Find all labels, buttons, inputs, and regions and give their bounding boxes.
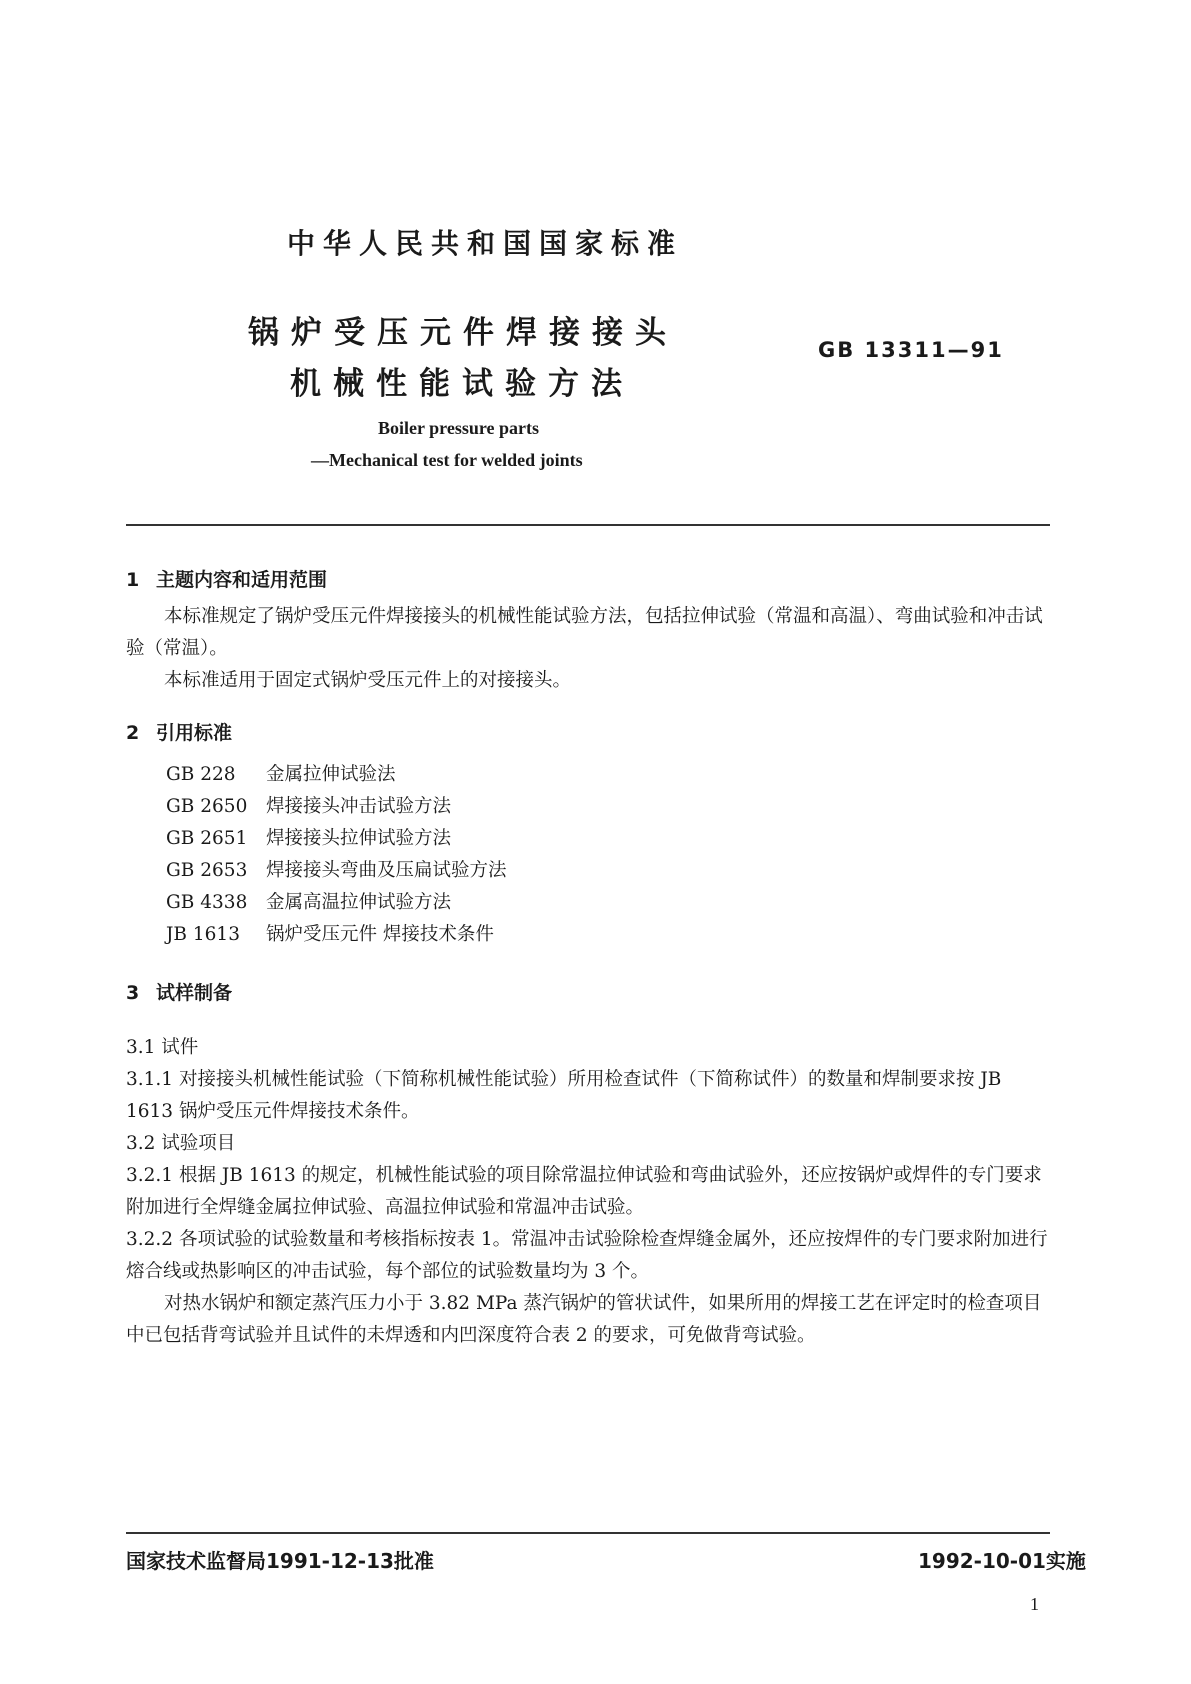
reference-title: 焊接接头冲击试验方法 [266, 796, 452, 817]
document-title-line-2: 机械性能试验方法 [290, 366, 634, 402]
national-standard-heading: 中华人民共和国国家标准 [287, 227, 684, 260]
clause-3-2-2-note: 对热水锅炉和额定蒸汽压力小于 3.82 MPa 蒸汽锅炉的管状试件，如果所用的焊接工艺在评定时的检查项目中已包括背弯试验并且试件的未焊透和内凹深度符合表 2 的要求，可免做背弯试验。 [126, 1293, 1042, 1346]
standard-number: GB 13311—91 [818, 338, 1004, 362]
reference-item [166, 760, 396, 786]
reference-code: GB 228 [166, 764, 236, 785]
approval-statement: 国家技术监督局1991-12-13批准 [126, 1549, 434, 1573]
section-2-title: 引用标准 [156, 722, 233, 744]
reference-title: 焊接接头弯曲及压扁试验方法 [266, 860, 507, 881]
effective-date: 1992-10-01实施 [918, 1549, 1086, 1573]
section-1-number: 1 [126, 569, 140, 591]
reference-item [166, 824, 451, 850]
section-2-number: 2 [126, 722, 140, 744]
reference-title: 金属高温拉伸试验方法 [266, 892, 452, 913]
section-1-title: 主题内容和适用范围 [156, 569, 328, 591]
reference-code: GB 2651 [166, 828, 248, 849]
clause-3-2-1: 3.2.1 根据 JB 1613 的规定，机械性能试验的项目除常温拉伸试验和弯曲试验外，还应按锅炉或焊件的专门要求附加进行全焊缝金属拉伸试验、高温拉伸试验和常温冲击试验。 [126, 1165, 1042, 1218]
top-divider [126, 524, 1050, 526]
reference-item [166, 920, 494, 946]
page-number: 1 [1030, 1594, 1039, 1614]
reference-title: 焊接接头拉伸试验方法 [266, 828, 452, 849]
section-1-para-1: 本标准规定了锅炉受压元件焊接接头的机械性能试验方法，包括拉伸试验（常温和高温）、弯曲试验和冲击试验（常温）。 [126, 606, 1043, 659]
document-title-line-1: 锅炉受压元件焊接接头 [248, 315, 678, 351]
english-title-line-2: —Mechanical test for welded joints [311, 450, 583, 470]
reference-code: GB 4338 [166, 892, 248, 913]
section-3-title: 试样制备 [156, 982, 233, 1004]
reference-code: JB 1613 [166, 924, 240, 945]
reference-code: GB 2650 [166, 796, 248, 817]
reference-item [166, 888, 451, 914]
clause-3-1: 3.1 试件 [126, 1037, 199, 1058]
section-1-heading [126, 565, 327, 592]
section-2-heading [126, 718, 232, 745]
clause-3-1-1: 3.1.1 对接接头机械性能试验（下简称机械性能试验）所用检查试件（下简称试件）的数量和焊制要求按 JB 1613 锅炉受压元件焊接技术条件。 [126, 1069, 1002, 1122]
reference-title: 金属拉伸试验法 [266, 764, 396, 785]
reference-code: GB 2653 [166, 860, 248, 881]
english-title-line-1: Boiler pressure parts [378, 418, 539, 438]
bottom-divider [126, 1532, 1050, 1534]
section-3-number: 3 [126, 982, 140, 1004]
clause-3-2-2: 3.2.2 各项试验的试验数量和考核指标按表 1。常温冲击试验除检查焊缝金属外，还应按焊件的专门要求附加进行熔合线或热影响区的冲击试验，每个部位的试验数量均为 3 个。 [126, 1229, 1048, 1282]
reference-item [166, 792, 451, 818]
section-3-heading [126, 978, 232, 1005]
reference-item [166, 856, 507, 882]
section-1-para-2: 本标准适用于固定式锅炉受压元件上的对接接头。 [164, 670, 572, 691]
reference-title: 锅炉受压元件 焊接技术条件 [266, 924, 494, 945]
clause-3-2: 3.2 试验项目 [126, 1133, 236, 1154]
